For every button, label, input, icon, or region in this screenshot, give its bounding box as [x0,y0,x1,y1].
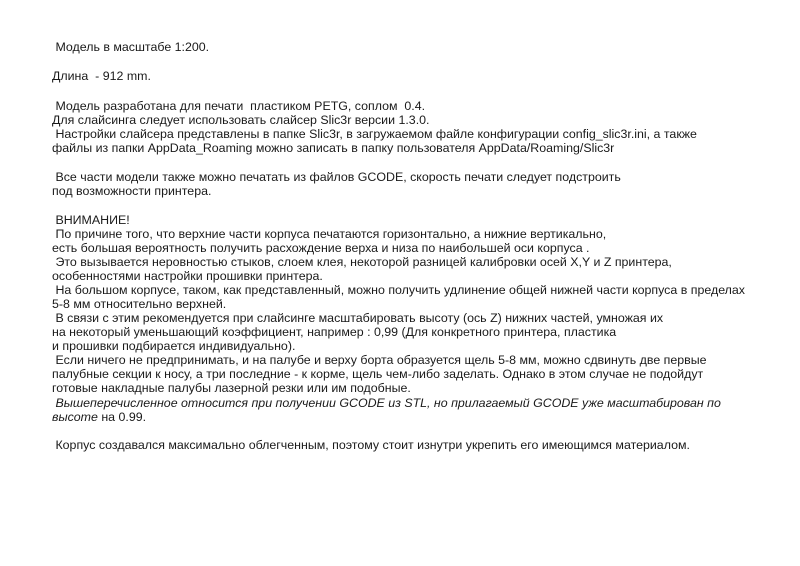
text-line-slicer-version: Для слайсинга следует использовать слайсер Slic3r версии 1.3.0. [52,113,430,127]
text-line-warning-4: особенностями настройки прошивки принтера. [52,269,323,283]
text-line-material: Модель разработана для печати пластиком PETG, соплом 0.4. [52,99,426,113]
text-line-warning-5: На большом корпусе, таком, как представленный, можно получить удлинение общей нижней части корпуса в пределах [52,283,745,297]
text-line-warning-10: Если ничего не предпринимать, и на палубе и верху борта образуется щель 5-8 мм, можно сдвинуть две первые [52,353,707,367]
text-line-note-end [52,410,146,425]
text-line-warning-6: 5-8 мм относительно верхней. [52,297,227,311]
text-line-length: Длина - 912 mm. [52,69,151,83]
note-italic-word: высоте [52,410,98,424]
text-line-warning-9: и прошивки подбирается индивидуально). [52,339,296,353]
text-line-warning-1: По причине того, что верхние части корпуса печатаются горизонтально, а нижние вертикально, [52,227,607,241]
text-line-warning-12: готовые накладные палубы лазерной резки или им подобные. [52,381,411,395]
text-line-scale: Модель в масштабе 1:200. [52,40,210,54]
text-line-warning-11: палубные секции к носу, а три последние - к корме, щель чем-либо заделать. Однако в этом случае не подойдут [52,367,704,381]
text-line-printer: под возможности принтера. [52,184,212,198]
text-line-warning-2: есть большая вероятность получить расхождение верха и низа по наибольшей оси корпуса . [52,241,590,255]
text-line-warning-8: на некоторый уменьшающий коэффициент, например : 0,99 (Для конкретного принтера, пластика [52,325,617,339]
text-line-appdata: файлы из папки AppData_Roaming можно записать в папку пользователя AppData/Roaming/Slic3r [52,141,615,155]
text-line-hull: Корпус создавался максимально облегченным, поэтому стоит изнутри укрепить его имеющимся материалом. [52,438,690,452]
text-line-note-italic: Вышеперечисленное относится при получении GCODE из STL, но прилагаемый GCODE уже масштабирован по [52,396,721,410]
note-value: на 0.99. [97,410,147,424]
text-line-warning-3: Это вызывается неровностью стыков, слоем клея, некоторой разницей калибровки осей X,Y и Z принтера, [52,255,672,269]
text-line-warning-7: В связи с этим рекомендуется при слайсинге масштабировать высоту (ось Z) нижних частей, умножая их [52,311,664,325]
text-line-slicer-settings: Настройки слайсера представлены в папке Slic3r, в загружаемом файле конфигурации config_slic3r.ini, а также [52,127,697,141]
warning-heading: ВНИМАНИЕ! [52,213,130,227]
text-line-gcode: Все части модели также можно печатать из файлов GCODE, скорость печати следует подстроить [52,170,621,184]
